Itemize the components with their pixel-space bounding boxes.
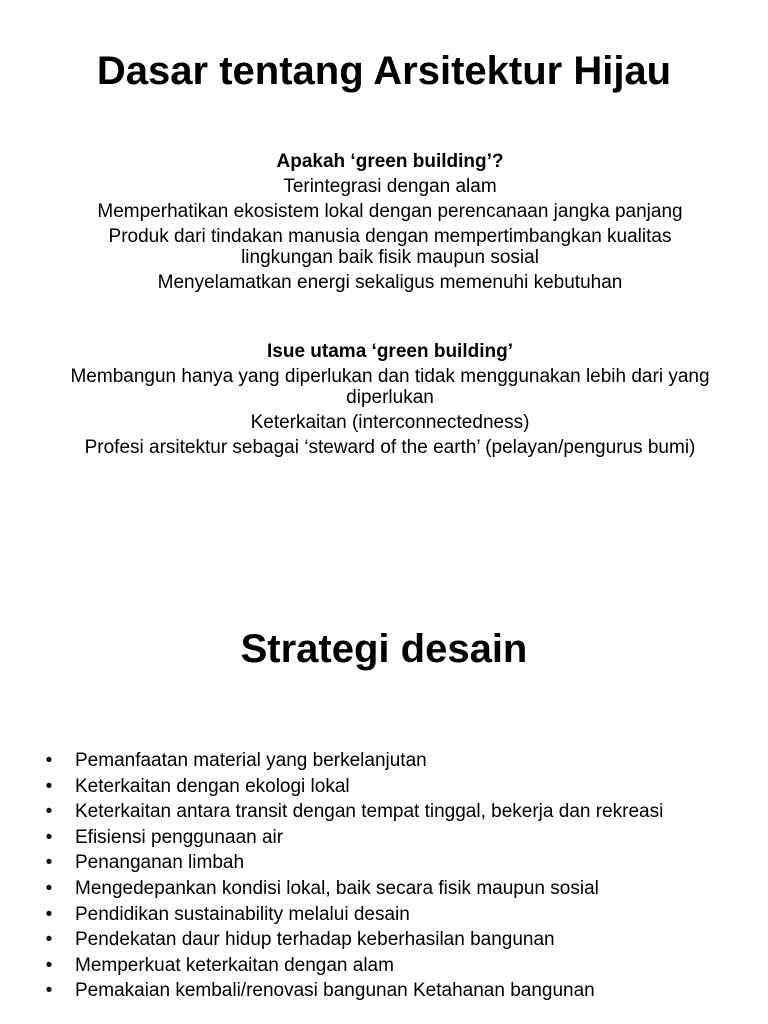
- list-item: [40, 750, 730, 771]
- text-line: Produk dari tindakan manusia dengan mempertimbangkan kualitas lingkungan baik fisik maupun sosial: [108, 226, 672, 268]
- text-line: Membangun hanya yang diperlukan dan tidak menggunakan lebih dari yang diperlukan: [70, 366, 710, 408]
- bullet-icon: •: [45, 775, 53, 797]
- slide-strategy: [0, 600, 768, 1024]
- strategy-list: [40, 750, 730, 1006]
- list-item-text: Memperkuat keterkaitan dengan alam: [75, 954, 394, 976]
- bullet-icon: •: [45, 903, 53, 925]
- bullet-icon: •: [45, 801, 53, 823]
- list-item: [40, 955, 730, 976]
- bullet-icon: •: [45, 877, 53, 899]
- slide-title: Strategi desain: [240, 627, 528, 671]
- list-item: [40, 904, 730, 925]
- list-item-text: Pendidikan sustainability melalui desain: [75, 903, 410, 925]
- list-item-text: Pendekatan daur hidup terhadap keberhasilan bangunan: [75, 929, 555, 951]
- list-item: [40, 776, 730, 797]
- list-item-text: Mengedepankan kondisi lokal, baik secara fisik maupun sosial: [75, 877, 599, 899]
- list-item: [40, 878, 730, 899]
- text-line: Keterkaitan (interconnectedness): [250, 412, 530, 433]
- list-item: [40, 801, 730, 822]
- list-item-text: Pemakaian kembali/renovasi bangunan Ketahanan bangunan: [75, 980, 595, 1002]
- list-item-text: Keterkaitan dengan ekologi lokal: [75, 775, 350, 797]
- list-item-text: Pemanfaatan material yang berkelanjutan: [75, 750, 427, 771]
- list-item: [40, 827, 730, 848]
- list-item: [40, 852, 730, 873]
- list-item: [40, 929, 730, 950]
- text-line: Menyelamatkan energi sekaligus memenuhi kebutuhan: [157, 272, 623, 293]
- text-line: Profesi arsitektur sebagai ‘steward of the earth’ (pelayan/pengurus bumi): [84, 437, 696, 458]
- bullet-icon: •: [45, 929, 53, 951]
- section-what-is-green-building: [60, 151, 720, 297]
- bullet-icon: •: [45, 750, 53, 771]
- text-line: Memperhatikan ekosistem lokal dengan perencanaan jangka panjang: [97, 201, 683, 222]
- list-item: [40, 980, 730, 1001]
- bullet-icon: •: [45, 954, 53, 976]
- section-heading: Apakah ‘green building’?: [276, 151, 504, 172]
- text-line: Terintegrasi dengan alam: [283, 176, 497, 197]
- slide-title: Dasar tentang Arsitektur Hijau: [96, 49, 672, 93]
- list-item-text: Efisiensi penggunaan air: [75, 826, 284, 848]
- bullet-icon: •: [45, 852, 53, 874]
- list-item-text: Keterkaitan antara transit dengan tempat tinggal, bekerja dan rekreasi: [75, 801, 664, 823]
- bullet-icon: •: [45, 826, 53, 848]
- list-item-text: Penanganan limbah: [75, 852, 245, 874]
- bullet-icon: •: [45, 980, 53, 1002]
- section-main-issues: [60, 341, 720, 462]
- section-heading: Isue utama ‘green building’: [267, 341, 513, 362]
